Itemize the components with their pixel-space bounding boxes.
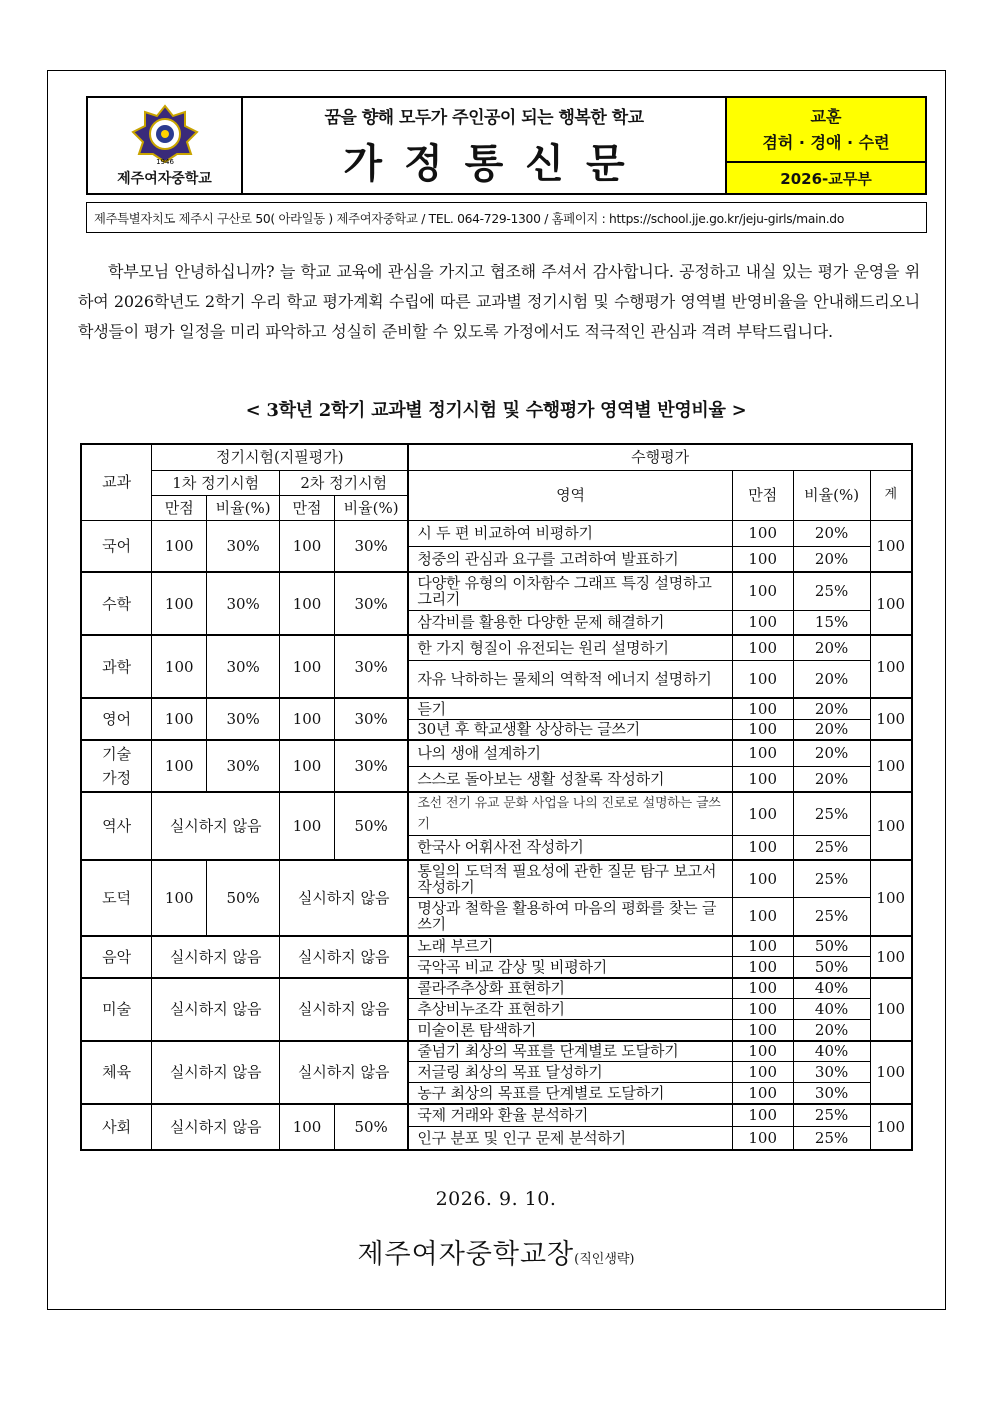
performance-ratio: 40% [793, 1041, 870, 1062]
performance-full-score: 100 [732, 660, 793, 698]
logo-school-name: 제주여자중학교 [117, 170, 212, 187]
subject-name: 도덕 [81, 860, 152, 936]
header-exam1-ratio: 비율(%) [207, 495, 280, 520]
exam2-ratio: 50% [334, 792, 408, 860]
exam2-not-held: 실시하지 않음 [280, 978, 409, 1041]
subject-name: 영어 [81, 698, 152, 740]
table-row [81, 978, 912, 999]
exam2-ratio: 30% [334, 572, 408, 635]
table-body [81, 520, 912, 1150]
header-regular-exam: 정기시험(지필평가) [152, 444, 409, 470]
letter-body: 학부모님 안녕하십니까? 늘 학교 교육에 관심을 가지고 협조해 주셔서 감사합니다. 공정하고 내실 있는 평가 운영을 위하여 2026학년도 2학기 우리 학교 평가계획 수립에 따른 교과별 정기시험 및 수행평가 영역별 반영비율을 안내해드리오니 학생들이 평가 일정을 미리 파악하고 성실히 준비할 수 있도록 가정에서도 적극적인 관심과 격려 부탁드립니다. [78, 262, 920, 341]
performance-full-score: 100 [732, 635, 793, 660]
subject-total: 100 [870, 698, 912, 740]
subject-name: 국어 [81, 520, 152, 572]
exam1-full-score: 100 [152, 572, 207, 635]
newsletter-header [86, 96, 927, 195]
subject-total: 100 [870, 936, 912, 978]
performance-ratio: 50% [793, 936, 870, 957]
table-row [81, 572, 912, 610]
performance-ratio: 20% [793, 766, 870, 792]
performance-full-score: 100 [732, 1104, 793, 1127]
performance-ratio: 25% [793, 1104, 870, 1127]
performance-area: 시 두 편 비교하여 비평하기 [408, 520, 732, 546]
svg-text:1946: 1946 [155, 157, 174, 166]
exam2-full-score: 100 [280, 572, 335, 635]
performance-area: 미술이론 탐색하기 [408, 1020, 732, 1041]
exam1-ratio: 30% [207, 520, 280, 572]
performance-ratio: 25% [793, 572, 870, 610]
exam1-full-score: 100 [152, 520, 207, 572]
subject-total: 100 [870, 792, 912, 860]
exam2-ratio: 30% [334, 698, 408, 740]
performance-full-score: 100 [732, 860, 793, 898]
school-address: 제주특별자치도 제주시 구산로 50( 아라일동 ) 제주여자중학교 / TEL. 064-729-1300 / 홈페이지 : https://school.jje.go.kr/jeju-girls/main.do [86, 202, 927, 233]
exam1-ratio: 30% [207, 740, 280, 792]
performance-ratio: 25% [793, 836, 870, 860]
performance-area: 다양한 유형의 이차함수 그래프 특징 설명하고 그리기 [408, 572, 732, 610]
performance-ratio: 30% [793, 1083, 870, 1104]
performance-ratio: 20% [793, 546, 870, 572]
table-row [81, 936, 912, 957]
school-motto: 겸허 · 경애 · 수련 [762, 132, 890, 152]
performance-ratio: 20% [793, 740, 870, 766]
header-exam2-ratio: 비율(%) [334, 495, 408, 520]
performance-full-score: 100 [732, 957, 793, 978]
performance-full-score: 100 [732, 1020, 793, 1041]
exam2-ratio: 30% [334, 520, 408, 572]
subject-total: 100 [870, 520, 912, 572]
performance-area: 콜라주추상화 표현하기 [408, 978, 732, 999]
performance-full-score: 100 [732, 1083, 793, 1104]
exam2-full-score: 100 [280, 792, 335, 860]
performance-area: 나의 생애 설계하기 [408, 740, 732, 766]
issue-date: 2026. 9. 10. [435, 1188, 557, 1210]
header-exam1: 1차 정기시험 [152, 470, 280, 495]
performance-ratio: 30% [793, 1062, 870, 1083]
performance-area: 한 가지 형질이 유전되는 원리 설명하기 [408, 635, 732, 660]
page-title: 가정통신문 [343, 140, 647, 187]
header-perf-full: 만점 [732, 470, 793, 520]
performance-ratio: 40% [793, 999, 870, 1020]
exam2-ratio: 50% [334, 1104, 408, 1150]
subject-name: 사회 [81, 1104, 152, 1150]
subject-name: 체육 [81, 1041, 152, 1104]
school-logo-cell [88, 98, 243, 193]
performance-ratio: 25% [793, 898, 870, 936]
performance-ratio: 20% [793, 1020, 870, 1041]
subject-total: 100 [870, 1041, 912, 1104]
table-row [81, 520, 912, 546]
performance-area: 삼각비를 활용한 다양한 문제 해결하기 [408, 610, 732, 635]
exam1-full-score: 100 [152, 740, 207, 792]
performance-ratio: 25% [793, 1127, 870, 1150]
subject-name: 기술 가정 [81, 740, 152, 792]
signature-name: 제주여자중학교장 [357, 1239, 575, 1270]
header-exam1-full: 만점 [152, 495, 207, 520]
performance-ratio: 20% [793, 635, 870, 660]
exam1-full-score: 100 [152, 860, 207, 936]
exam1-not-held: 실시하지 않음 [152, 1104, 280, 1150]
exam2-not-held: 실시하지 않음 [280, 1041, 409, 1104]
performance-area: 국악곡 비교 감상 및 비평하기 [408, 957, 732, 978]
exam2-ratio: 30% [334, 740, 408, 792]
performance-area: 추상비누조각 표현하기 [408, 999, 732, 1020]
principal-signature [0, 1232, 992, 1271]
subject-total: 100 [870, 978, 912, 1041]
subject-name: 수학 [81, 572, 152, 635]
subject-total: 100 [870, 740, 912, 792]
performance-full-score: 100 [732, 1041, 793, 1062]
exam1-ratio: 50% [207, 860, 280, 936]
table-row [81, 860, 912, 898]
performance-full-score: 100 [732, 698, 793, 719]
performance-full-score: 100 [732, 740, 793, 766]
performance-full-score: 100 [732, 792, 793, 836]
header-perf-ratio: 비율(%) [793, 470, 870, 520]
table-title: < 3학년 2학기 교과별 정기시험 및 수행평가 영역별 반영비율 > [245, 400, 747, 421]
exam2-full-score: 100 [280, 1104, 335, 1150]
exam1-ratio: 30% [207, 572, 280, 635]
table-row [81, 740, 912, 766]
performance-full-score: 100 [732, 1127, 793, 1150]
performance-ratio: 20% [793, 698, 870, 719]
performance-area: 명상과 철학을 활용하여 마음의 평화를 찾는 글쓰기 [408, 898, 732, 936]
title-cell [243, 98, 727, 193]
table-row [81, 792, 912, 836]
performance-full-score: 100 [732, 520, 793, 546]
exam2-full-score: 100 [280, 520, 335, 572]
performance-area: 농구 최상의 목표를 단계별로 도달하기 [408, 1083, 732, 1104]
exam1-not-held: 실시하지 않음 [152, 978, 280, 1041]
exam2-full-score: 100 [280, 635, 335, 698]
performance-area: 저글링 최상의 목표 달성하기 [408, 1062, 732, 1083]
exam1-not-held: 실시하지 않음 [152, 936, 280, 978]
performance-area: 노래 부르기 [408, 936, 732, 957]
header-area: 영역 [408, 470, 732, 520]
subject-name: 미술 [81, 978, 152, 1041]
performance-full-score: 100 [732, 610, 793, 635]
performance-area: 한국사 어휘사전 작성하기 [408, 836, 732, 860]
performance-ratio: 20% [793, 719, 870, 740]
exam1-full-score: 100 [152, 635, 207, 698]
performance-ratio: 50% [793, 957, 870, 978]
exam2-full-score: 100 [280, 740, 335, 792]
performance-ratio: 25% [793, 860, 870, 898]
exam2-full-score: 100 [280, 698, 335, 740]
performance-area: 통일의 도덕적 필요성에 관한 질문 탐구 보고서 작성하기 [408, 860, 732, 898]
school-motto-label: 교훈 [810, 106, 842, 126]
header-exam2: 2차 정기시험 [280, 470, 409, 495]
performance-area: 국제 거래와 환율 분석하기 [408, 1104, 732, 1127]
signature-note: (직인생략) [574, 1252, 635, 1267]
performance-area: 듣기 [408, 698, 732, 719]
performance-ratio: 25% [793, 792, 870, 836]
performance-ratio: 40% [793, 978, 870, 999]
performance-area: 인구 분포 및 인구 문제 분석하기 [408, 1127, 732, 1150]
school-vision: 꿈을 향해 모두가 주인공이 되는 행복한 학교 [324, 107, 644, 128]
performance-area: 자유 낙하하는 물체의 역학적 에너지 설명하기 [408, 660, 732, 698]
exam1-ratio: 30% [207, 698, 280, 740]
header-total: 계 [870, 470, 912, 520]
school-emblem-icon [125, 104, 205, 166]
subject-total: 100 [870, 635, 912, 698]
table-row [81, 698, 912, 719]
table-row [81, 635, 912, 660]
subject-total: 100 [870, 1104, 912, 1150]
performance-full-score: 100 [732, 999, 793, 1020]
subject-total: 100 [870, 860, 912, 936]
evaluation-ratio-table [80, 443, 913, 1151]
exam2-ratio: 30% [334, 635, 408, 698]
subject-name: 과학 [81, 635, 152, 698]
performance-ratio: 20% [793, 520, 870, 546]
performance-full-score: 100 [732, 836, 793, 860]
performance-ratio: 15% [793, 610, 870, 635]
performance-full-score: 100 [732, 978, 793, 999]
exam2-not-held: 실시하지 않음 [280, 860, 409, 936]
performance-ratio: 20% [793, 660, 870, 698]
table-row [81, 1104, 912, 1127]
performance-full-score: 100 [732, 546, 793, 572]
performance-full-score: 100 [732, 898, 793, 936]
subject-total: 100 [870, 572, 912, 635]
performance-full-score: 100 [732, 572, 793, 610]
performance-full-score: 100 [732, 1062, 793, 1083]
table-row [81, 1041, 912, 1062]
performance-full-score: 100 [732, 766, 793, 792]
performance-area: 스스로 돌아보는 생활 성찰록 작성하기 [408, 766, 732, 792]
performance-area: 줄넘기 최상의 목표를 단계별로 도달하기 [408, 1041, 732, 1062]
performance-full-score: 100 [732, 719, 793, 740]
subject-name: 역사 [81, 792, 152, 860]
subject-name: 음악 [81, 936, 152, 978]
exam1-ratio: 30% [207, 635, 280, 698]
performance-area: 청중의 관심과 요구를 고려하여 발표하기 [408, 546, 732, 572]
header-subject: 교과 [81, 444, 152, 520]
header-performance: 수행평가 [408, 444, 912, 470]
exam1-not-held: 실시하지 않음 [152, 792, 280, 860]
exam2-not-held: 실시하지 않음 [280, 936, 409, 978]
issuer-label: 2026-교무부 [780, 169, 872, 188]
exam1-not-held: 실시하지 않음 [152, 1041, 280, 1104]
exam1-full-score: 100 [152, 698, 207, 740]
performance-full-score: 100 [732, 936, 793, 957]
performance-area: 조선 전기 유교 문화 사업을 나의 진로로 설명하는 글쓰기 [408, 792, 732, 836]
school-motto-box [727, 98, 925, 193]
performance-area: 30년 후 학교생활 상상하는 글쓰기 [408, 719, 732, 740]
header-exam2-full: 만점 [280, 495, 335, 520]
